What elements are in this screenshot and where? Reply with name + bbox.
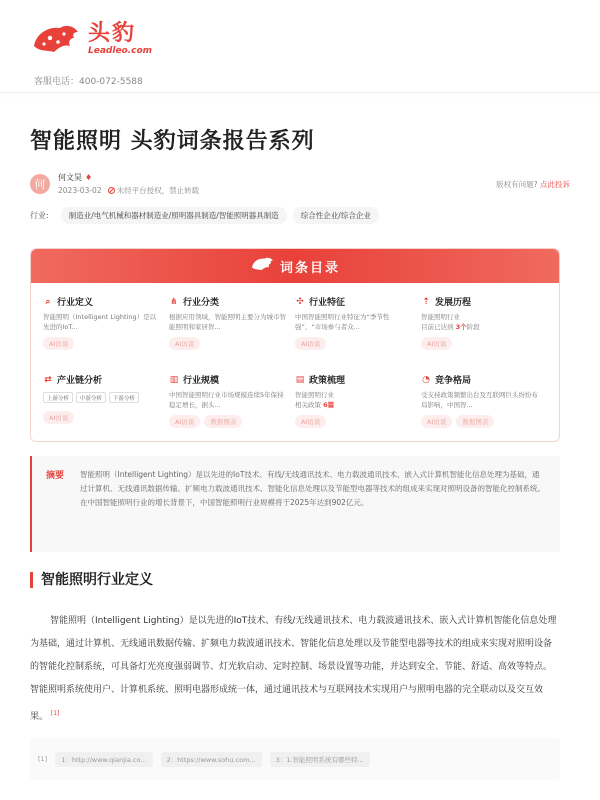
ai-interview-badge[interactable]: AI访谈: [43, 337, 74, 350]
toc-desc-line: 目前已达到: [421, 323, 456, 331]
ai-interview-badge[interactable]: AI访谈: [43, 411, 74, 424]
logo-text-en: Leadleo.com: [88, 46, 153, 56]
toc-item-desc: [421, 312, 539, 332]
toc-item-market-size[interactable]: [169, 369, 295, 443]
page-title: 智能照明 头豹词条报告系列: [30, 129, 315, 154]
toc-header: [31, 249, 559, 283]
toc-item-title: 行业特征: [309, 298, 346, 308]
chain-icon: ⇄: [44, 374, 52, 385]
industry-tag[interactable]: 制造业/电气机械和器材制造业/照明器具制造/智能照明器具制造: [61, 207, 287, 224]
customer-hotline: 客服电话：400-072-5588: [34, 77, 143, 87]
hierarchy-icon: ⋔: [170, 296, 178, 307]
notice-text: 未经平台授权，禁止转载: [116, 186, 200, 195]
toc-item-title: 行业定义: [57, 298, 94, 308]
prohibited-icon: [108, 187, 115, 194]
body-paragraph: 智能照明（Intelligent Lighting）是以先进的IoT技术、有线/无线通讯技术、电力载波通讯技术、嵌入式计算机智能化信息处理为基础，通过计算机、无线通讯数据传输、扩频电力载波通讯技术、智能化信息处理以及节能型电器等技术的组成来实现对照明设备的智能化控制系统，可具备灯光亮度强弱调节、灯光软启动、定时控制、场景设置等功能，并达到安全、节能、舒适、高效等特点。智能照明系统使用户、计算机系统、照明电器形成统一体，通过通讯技术与互联网技术实现用户与照明电器的完全联动以及交互效果。: [30, 616, 557, 722]
publish-date: 2023-03-02: [58, 186, 102, 195]
footnote-ref[interactable]: [1]: [50, 710, 60, 717]
header-divider: [0, 92, 600, 93]
ai-interview-badge[interactable]: AI访谈: [421, 415, 452, 428]
toc-item-title: 发展历程: [435, 298, 472, 308]
stage-count: 3个: [455, 323, 467, 331]
author-name[interactable]: 何文昊: [58, 173, 82, 182]
ai-interview-badge[interactable]: AI访谈: [295, 337, 326, 350]
industry-tags: [30, 207, 379, 224]
toc-item-title: 产业链分析: [57, 376, 103, 386]
toc-item-desc: 中国智能照明行业特征为“季节性强”、“市场参与者众...: [295, 313, 390, 331]
avatar[interactable]: 何: [30, 174, 50, 194]
toc-item-history[interactable]: [421, 291, 547, 365]
leopard-logo-icon: [30, 20, 80, 58]
copyright-question: 版权有问题?: [496, 179, 538, 189]
site-header: [0, 0, 600, 92]
abstract-box: [30, 456, 560, 552]
toc-item-title: 行业分类: [183, 298, 220, 308]
toc-item-title: 行业规模: [183, 376, 220, 386]
toc-item-desc: [295, 390, 413, 410]
toc-item-policy[interactable]: [295, 369, 421, 443]
abstract-text: 智能照明（Intelligent Lighting）是以先进的IoT技术、有线/无线通讯技术、电力载波通讯技术、嵌入式计算机智能化信息处理为基础，通过计算机、无线通讯数据传输、扩频电力载波通讯技术、智能化信息处理以及节能型电器等技术的组成来实现对照明设备的智能化控制系统。在中国智能照明行业的增长背景下，中国智能照明行业规模将于2025年达到902亿元。: [80, 470, 546, 507]
copyright-notice: [108, 185, 200, 196]
leopard-icon: [250, 255, 274, 277]
toc-item-desc: 根据应用领域，智能照明主要分为城市智能照明和家居智...: [169, 313, 286, 331]
reference-link[interactable]: 1：http://www.qianjia.co...: [55, 752, 152, 767]
section-heading: 智能照明行业定义: [30, 572, 153, 588]
complaint-link[interactable]: 点此投诉: [540, 179, 570, 189]
brand-logo[interactable]: [30, 20, 152, 58]
ai-interview-badge[interactable]: AI访谈: [421, 337, 452, 350]
section-body: [30, 610, 560, 729]
ai-interview-badge[interactable]: AI访谈: [169, 337, 200, 350]
policy-count: 6篇: [323, 401, 335, 409]
reference-link[interactable]: 2：https://www.sohu.com...: [161, 752, 262, 767]
ai-interview-badge[interactable]: AI访谈: [295, 415, 326, 428]
industry-tag[interactable]: 综合性企业/综合企业: [293, 207, 379, 224]
author-bar: [30, 172, 570, 196]
ref-label: [1]: [38, 755, 48, 763]
toc-desc-line: 智能照明行业: [421, 313, 460, 321]
toc-item-title: 政策梳理: [309, 376, 346, 386]
data-chart-badge[interactable]: 数据图表: [456, 415, 494, 428]
toc-desc-line: 相关政策: [295, 401, 324, 409]
toc-desc-suffix: 阶段: [466, 323, 480, 331]
document-icon: ▤: [295, 374, 305, 385]
search-icon: ⌕: [45, 296, 51, 307]
industry-label: 行业:: [30, 211, 49, 220]
toc-item-desc: 中国智能照明行业市场规模连续5年保持稳定增长，据头...: [169, 391, 284, 409]
table-of-contents: [30, 248, 560, 442]
midstream-tag[interactable]: 中游分析: [76, 392, 106, 403]
logo-text-cn: 头豹: [88, 21, 137, 46]
reference-link[interactable]: 3：1.智能照明系统有哪些特...: [270, 752, 370, 767]
bar-chart-icon: ▥: [169, 374, 179, 385]
toc-item-industry-chain[interactable]: [43, 369, 169, 443]
flame-icon: ♦: [85, 173, 93, 182]
timeline-icon: ⇡: [422, 296, 430, 307]
features-icon: ✣: [296, 296, 304, 307]
toc-item-title: 竞争格局: [435, 376, 472, 386]
data-chart-badge[interactable]: 数据图表: [204, 415, 242, 428]
references: [30, 738, 560, 780]
toc-item-definition[interactable]: [43, 291, 169, 365]
toc-desc-line: 智能照明行业: [295, 391, 334, 399]
ai-interview-badge[interactable]: AI访谈: [169, 415, 200, 428]
upstream-tag[interactable]: 上游分析: [43, 392, 73, 403]
pie-chart-icon: ◔: [422, 374, 430, 385]
downstream-tag[interactable]: 下游分析: [109, 392, 139, 403]
toc-item-features[interactable]: [295, 291, 421, 365]
toc-title: 词条目录: [279, 260, 340, 276]
abstract-label: 摘要: [46, 471, 65, 481]
copyright-report: [496, 179, 570, 190]
toc-item-competition[interactable]: [421, 369, 547, 443]
toc-item-desc: 受支持政策频繁出台及互联网巨头纷纷布局影响，中国智...: [421, 391, 538, 409]
toc-item-desc: 智能照明（Intelligent Lighting）是以先进的IoT...: [43, 313, 157, 331]
toc-item-classification[interactable]: [169, 291, 295, 365]
